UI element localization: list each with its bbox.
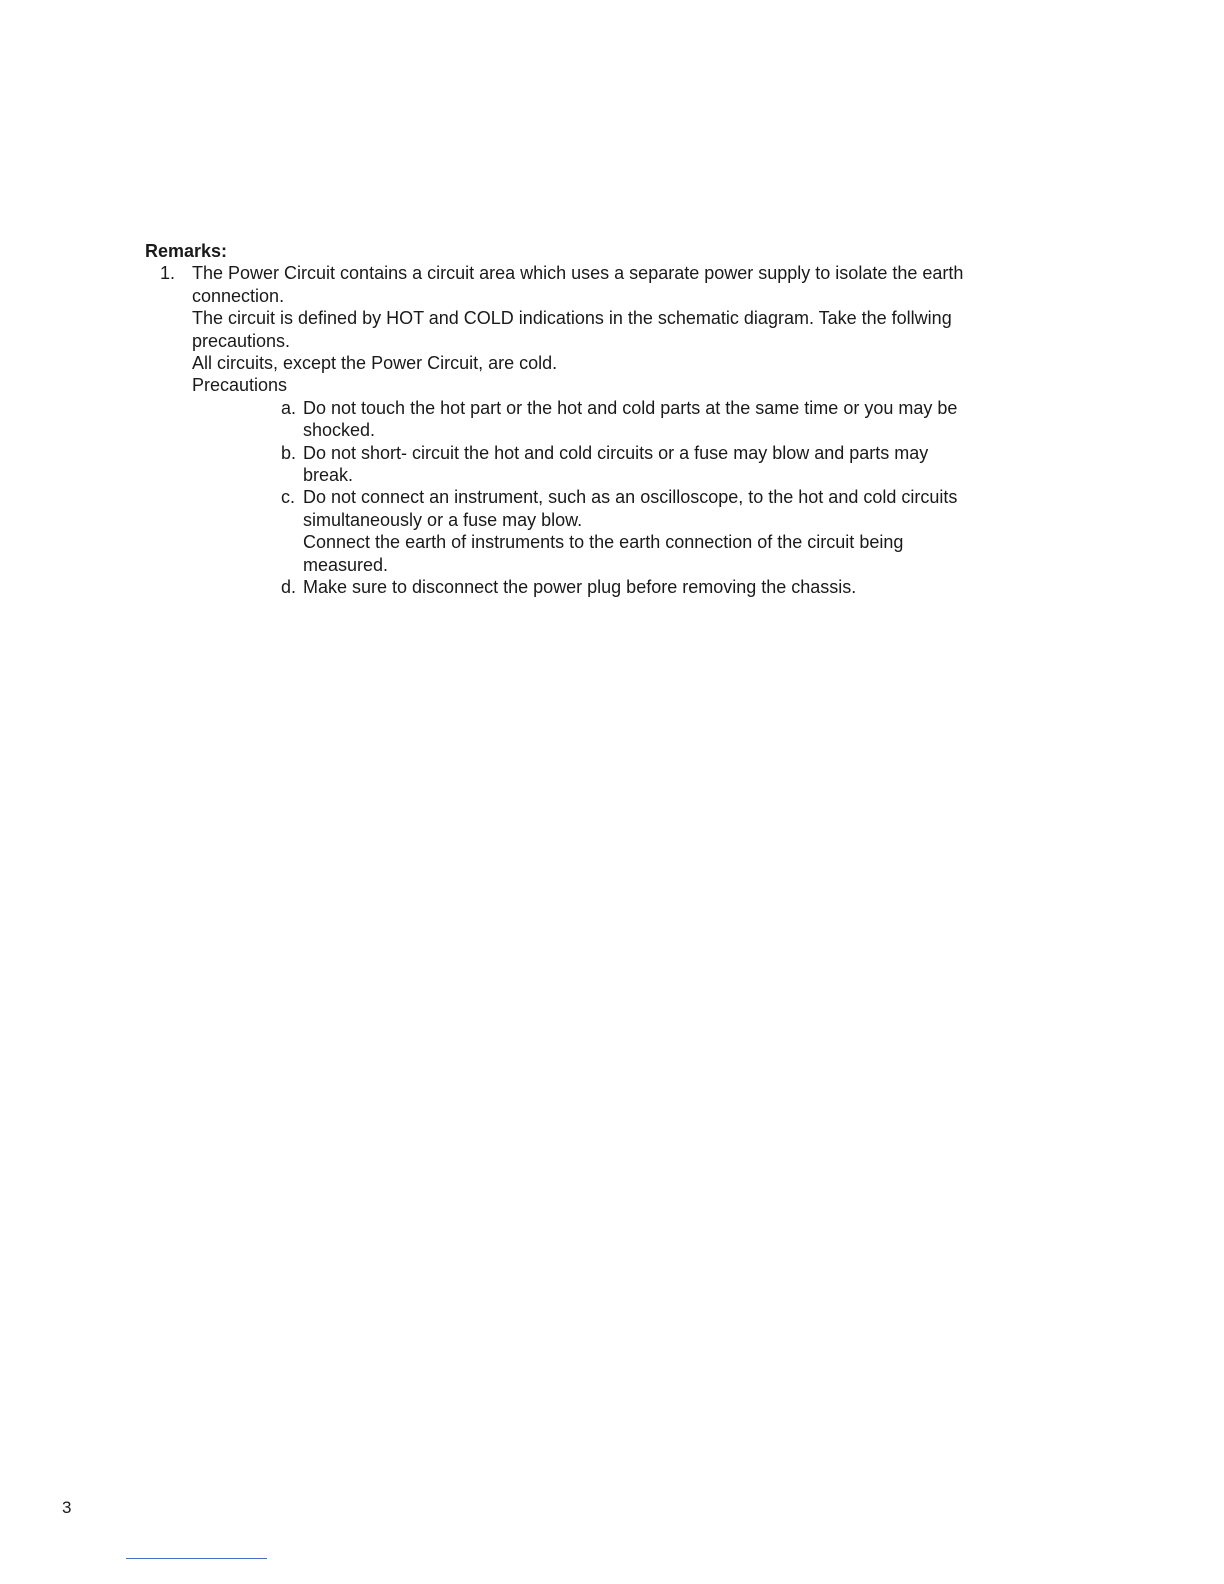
precautions-list bbox=[281, 397, 975, 599]
remarks-section bbox=[145, 240, 975, 599]
footer-divider bbox=[126, 1558, 267, 1559]
list-item bbox=[281, 486, 975, 576]
list-item-marker: c. bbox=[281, 487, 296, 508]
list-item-text: Do not touch the hot part or the hot and cold parts at the same time or you may be shocked. bbox=[303, 397, 958, 441]
list-item-text: Do not connect an instrument, such as an oscilloscope, to the hot and cold circuits simultaneously or a fuse may blow. bbox=[303, 487, 958, 530]
list-item-marker: a. bbox=[281, 397, 297, 418]
remarks-heading: Remarks: bbox=[145, 241, 228, 261]
list-item bbox=[281, 576, 975, 598]
list-item-text: Make sure to disconnect the power plug before removing the chassis. bbox=[303, 577, 857, 598]
list-item-text: Connect the earth of instruments to the earth connection of the circuit being measured. bbox=[303, 532, 904, 575]
remark-paragraph: The Power Circuit contains a circuit area which uses a separate power supply to isolate the earth connection. bbox=[192, 263, 964, 306]
list-item bbox=[281, 442, 975, 487]
page-number: 3 bbox=[62, 1498, 72, 1517]
remark-item bbox=[145, 262, 975, 598]
list-item-marker: d. bbox=[281, 577, 297, 598]
precautions-label: Precautions bbox=[192, 375, 288, 396]
list-item-body bbox=[303, 442, 975, 487]
remark-paragraph: The circuit is defined by HOT and COLD indications in the schematic diagram. Take the follwing precautions. bbox=[192, 308, 952, 351]
list-item bbox=[281, 397, 975, 442]
list-item-body bbox=[303, 397, 975, 442]
remark-item-number: 1. bbox=[160, 263, 176, 284]
list-item-text: Do not short- circuit the hot and cold circuits or a fuse may blow and parts may break. bbox=[303, 442, 929, 486]
list-item-body bbox=[303, 486, 975, 576]
remark-item-body bbox=[192, 262, 975, 598]
list-item-body bbox=[303, 576, 975, 598]
list-item-marker: b. bbox=[281, 442, 297, 463]
remark-paragraph: All circuits, except the Power Circuit, are cold. bbox=[192, 353, 558, 374]
